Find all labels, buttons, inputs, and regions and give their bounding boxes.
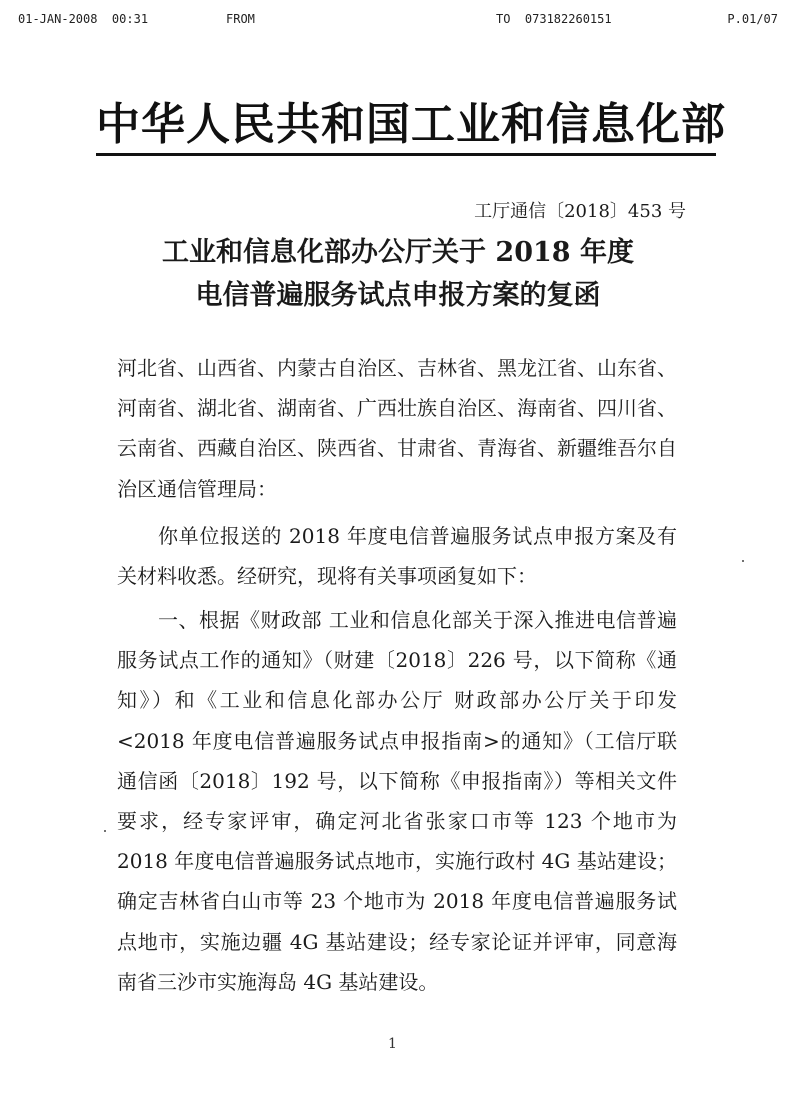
fax-header [18, 12, 778, 32]
body-paragraph-2: 一、根据《财政部 工业和信息化部关于深入推进电信普遍服务试点工作的通知》（财建〔2018〕226 号，以下简称《通知》）和《工业和信息化部办公厅 财政部办公厅关于印发<2018 年度电信普遍服务试点申报指南>的通知》（工信厅联通信函〔2018〕192 号，以下简称《申报指南》）等相关文件要求，经专家评审，确定河北省张家口市等 123 个地市为 2018 年度电信普遍服务试点地市，实施行政村 4G 基站建设；确定吉林省白山市等 23 个地市为 2018 年度电信普遍服务试点地市，实施边疆 4G 基站建设；经专家论证并评审，同意海南省三沙市实施海岛 4G 基站建设。 [117, 608, 677, 994]
fax-page-count: P.01/07 [727, 12, 778, 26]
document-number: 工厅通信〔2018〕453 号 [474, 201, 686, 222]
letterhead-divider [96, 153, 716, 156]
fax-from: FROM [226, 12, 255, 26]
fax-datetime: 01-JAN-2008 00:31 [18, 12, 149, 26]
document-title-line-1: 工业和信息化部办公厅关于 2018 年度 [162, 237, 634, 268]
ministry-letterhead: 中华人民共和国工业和信息化部 [96, 99, 726, 150]
document-title-line-2: 电信普遍服务试点申报方案的复函 [195, 280, 601, 311]
scan-speck [104, 830, 106, 832]
fax-to-number: TO 073182260151 [496, 12, 612, 26]
page-mark: 1 [388, 1036, 397, 1052]
scan-speck [742, 560, 744, 562]
recipients-paragraph: 河北省、山西省、内蒙古自治区、吉林省、黑龙江省、山东省、河南省、湖北省、湖南省、广西壮族自治区、海南省、四川省、云南省、西藏自治区、陕西省、甘肃省、青海省、新疆维吾尔自治区通信管理局： [117, 356, 677, 501]
body-paragraph-1: 你单位报送的 2018 年度电信普遍服务试点申报方案及有关材料收悉。经研究，现将有关事项函复如下： [117, 524, 677, 589]
